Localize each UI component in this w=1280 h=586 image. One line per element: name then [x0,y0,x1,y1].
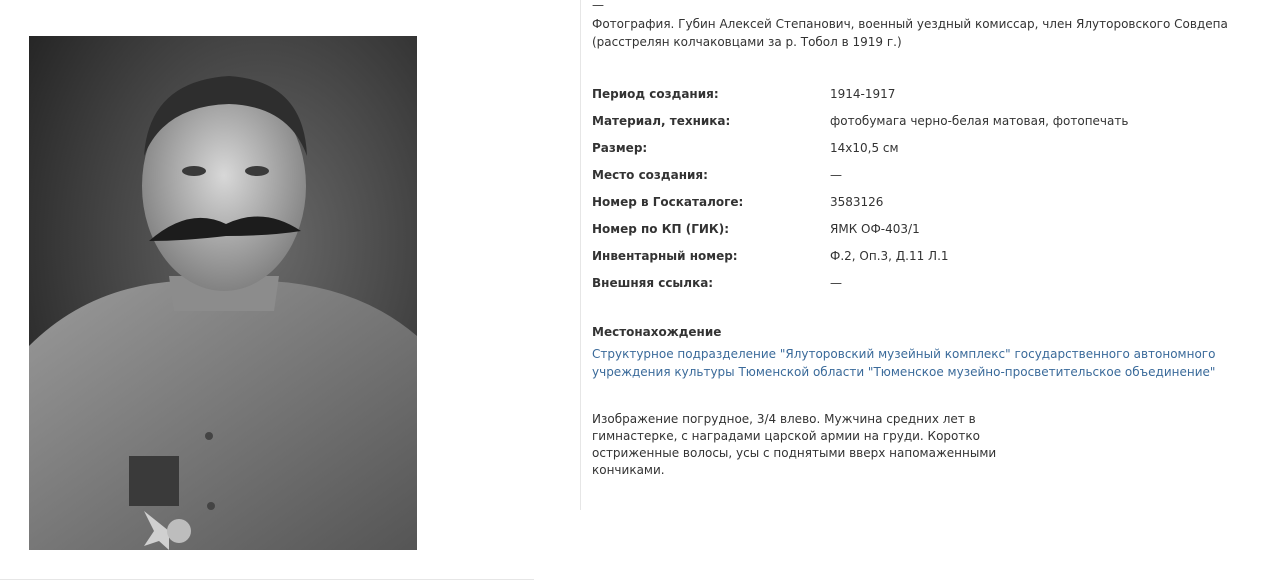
property-value: 1914-1917 [830,86,896,101]
location-link[interactable]: Структурное подразделение "Ялуторовский музейный комплекс" государственного автономного учреждения культуры Тюменской области "Тюменское музейно-просветительское объединение" [592,347,1216,379]
property-row [592,215,1272,242]
location-heading: Местонахождение [592,325,722,339]
column-divider [580,0,581,510]
property-value: Ф.2, Оп.3, Д.11 Л.1 [830,248,949,263]
top-dash: — [592,0,604,12]
properties-list [592,80,1272,296]
property-label: Материал, техника: [592,113,731,128]
property-row [592,161,1272,188]
property-row [592,134,1272,161]
property-value: 3583126 [830,194,884,209]
property-label: Период создания: [592,86,719,101]
property-value: ЯМК ОФ-403/1 [830,221,920,236]
property-label: Размер: [592,140,648,155]
item-description: Изображение погрудное, 3/4 влево. Мужчина средних лет в гимнастерке, с наградами царской армии на груди. Коротко остриженные волосы, усы с поднятыми вверх напомаженными кончиками. [592,412,997,477]
artifact-photo[interactable] [29,36,417,550]
property-label: Место создания: [592,167,708,182]
left-bottom-divider [0,579,534,580]
property-label: Внешняя ссылка: [592,275,714,290]
property-value: — [830,167,842,182]
property-label: Номер в Госкаталоге: [592,194,744,209]
portrait-image [29,36,417,550]
property-row [592,188,1272,215]
property-value: 14x10,5 см [830,140,899,155]
property-row [592,107,1272,134]
property-value: фотобумага черно-белая матовая, фотопечать [830,113,1129,128]
property-label: Номер по КП (ГИК): [592,221,730,236]
property-row [592,80,1272,107]
property-row [592,242,1272,269]
property-row [592,269,1272,296]
property-value: — [830,275,842,290]
item-title: Фотография. Губин Алексей Степанович, военный уездный комиссар, член Ялуторовского Совдепа (расстрелян колчаковцами за р. Тобол в 1919 г.) [592,17,1228,49]
property-label: Инвентарный номер: [592,248,738,263]
